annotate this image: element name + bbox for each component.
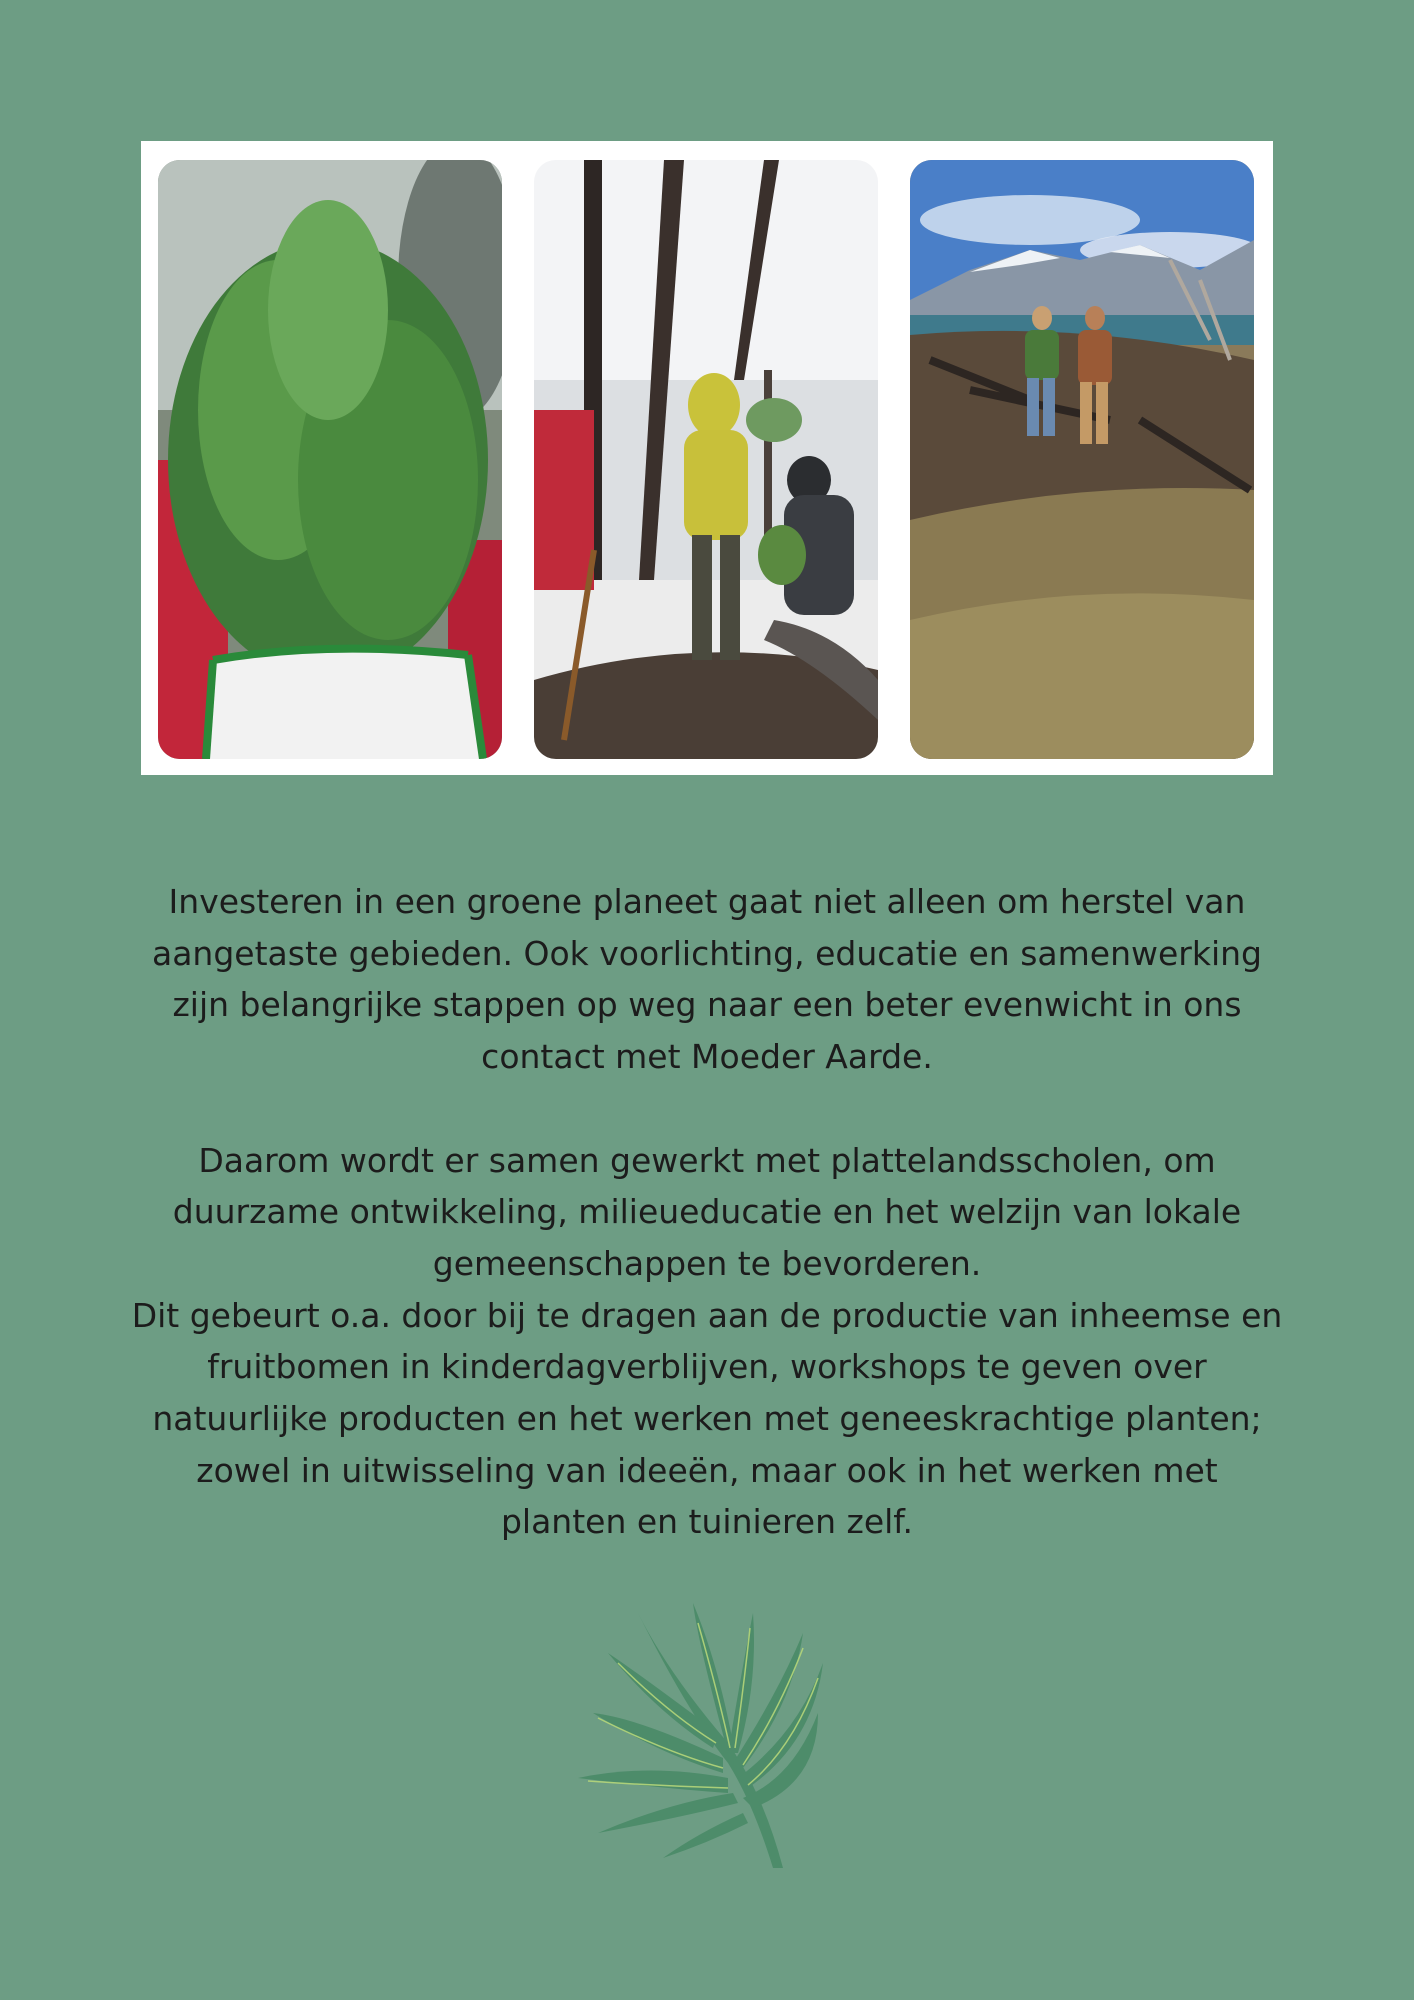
paragraph-2: Daarom wordt er samen gewerkt met plattelandsscholen, om duurzame ontwikkeling, milieueducatie en het welzijn van lokale gemeenschappen te bevorderen.: [172, 1140, 1242, 1283]
photo-volunteers-snow: [534, 160, 878, 759]
body-text: [130, 876, 1284, 1548]
photo-strip: [141, 141, 1273, 775]
photo-mountain-hillside: [910, 160, 1254, 759]
palm-leaf-icon: [578, 1603, 828, 1873]
paragraph-1: Investeren in een groene planeet gaat niet alleen om herstel van aangetaste gebieden. Ook voorlichting, educatie en samenwerking zijn belangrijke stappen op weg naar een beter evenwicht in ons contact met Moeder Aarde.: [151, 882, 1262, 1077]
photo-plant-sapling: [158, 160, 502, 759]
paragraph-3: Dit gebeurt o.a. door bij te dragen aan de productie van inheemse en fruitbomen in kinderdagverblijven, workshops te geven over natuurlijke producten en het werken met geneeskrachtige planten; zowel in uitwisseling van ideeën, maar ook in het werken met planten en tuinieren zelf.: [131, 1295, 1283, 1542]
